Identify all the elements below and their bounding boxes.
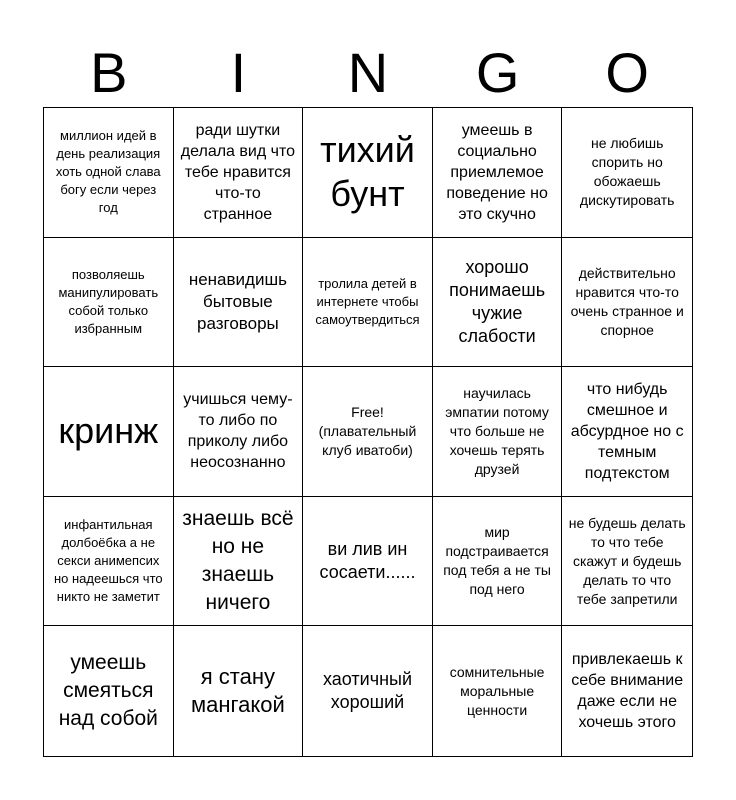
cell-text: ненавидишь бытовые разговоры (188, 269, 287, 333)
bingo-cell-8[interactable] (303, 238, 433, 368)
bingo-cell-20[interactable] (562, 497, 692, 627)
bingo-cell-3[interactable] (303, 108, 433, 238)
bingo-cell-17[interactable] (174, 497, 304, 627)
bingo-cell-25[interactable] (562, 626, 692, 756)
bingo-cell-22[interactable] (174, 626, 304, 756)
bingo-cell-1[interactable] (44, 108, 174, 238)
cell-text: тролила детей в интернете чтобы самоутвердиться (315, 275, 420, 327)
bingo-cell-24[interactable] (433, 626, 563, 756)
cell-text: инфантильная долбоёбка а не секси анимепсих но надеешься что никто не заметит (53, 517, 163, 605)
cell-text: учишься чему-то либо по приколу либо неосознанно (183, 391, 293, 472)
cell-text: что нибудь смешное и абсурдное но с темным подтекстом (570, 380, 684, 482)
header-letter-o: O (605, 41, 649, 104)
cell-text: позволяешь манипулировать собой только избранным (58, 266, 159, 336)
bingo-header (44, 40, 692, 106)
bingo-cell-10[interactable] (562, 238, 692, 368)
header-letter-i: I (230, 41, 247, 104)
cell-text: научилась эмпатии потому что больше не хочешь терять друзей (445, 384, 549, 477)
free-space-cell[interactable] (303, 367, 433, 497)
cell-text: сомнительные моральные ценности (449, 663, 545, 718)
bingo-cell-2[interactable] (174, 108, 304, 238)
bingo-cell-5[interactable] (562, 108, 692, 238)
cell-text: не любишь спорить но обожаешь дискутировать (579, 135, 675, 209)
bingo-cell-11[interactable] (44, 367, 174, 497)
cell-text: хаотичный хороший (322, 669, 413, 713)
bingo-cell-19[interactable] (433, 497, 563, 627)
cell-text: кринж (58, 410, 159, 452)
bingo-cell-15[interactable] (562, 367, 692, 497)
bingo-cell-23[interactable] (303, 626, 433, 756)
cell-text: умеешь в социально приемлемое поведение но это скучно (446, 121, 548, 223)
bingo-cell-18[interactable] (303, 497, 433, 627)
bingo-cell-9[interactable] (433, 238, 563, 368)
header-letter-b: B (90, 41, 128, 104)
cell-text: я стану мангакой (191, 664, 285, 718)
cell-text: хорошо понимаешь чужие слабости (449, 256, 546, 346)
header-letter-n: N (347, 41, 389, 104)
bingo-board (43, 107, 693, 757)
bingo-cell-12[interactable] (174, 367, 304, 497)
cell-text: знаешь всё но не знаешь ничего (182, 507, 294, 615)
cell-text: ви лив ин сосаети...... (319, 539, 416, 583)
cell-text: привлекаешь к себе внимание даже если не хочешь этого (571, 651, 684, 732)
bingo-cell-6[interactable] (44, 238, 174, 368)
bingo-cell-16[interactable] (44, 497, 174, 627)
cell-text: Free! (плавательный клуб иватоби) (318, 403, 417, 458)
bingo-cell-14[interactable] (433, 367, 563, 497)
bingo-cell-21[interactable] (44, 626, 174, 756)
header-letter-g: G (475, 41, 520, 104)
cell-text: мир подстраивается под тебя а не ты под него (443, 524, 551, 598)
bingo-cell-7[interactable] (174, 238, 304, 368)
cell-text: тихий бунт (320, 129, 415, 215)
bingo-cell-4[interactable] (433, 108, 563, 238)
cell-text: умеешь смеяться над собой (58, 651, 158, 731)
cell-text: действительно нравится что-то очень странное и спорное (570, 264, 684, 338)
cell-text: миллион идей в день реализация хоть одной слава богу если через год (55, 128, 161, 216)
cell-text: ради шутки делала вид что тебе нравится что-то странное (180, 121, 295, 223)
cell-text: не будешь делать то что тебе скажут и будешь делать то что тебе запретили (568, 514, 686, 607)
